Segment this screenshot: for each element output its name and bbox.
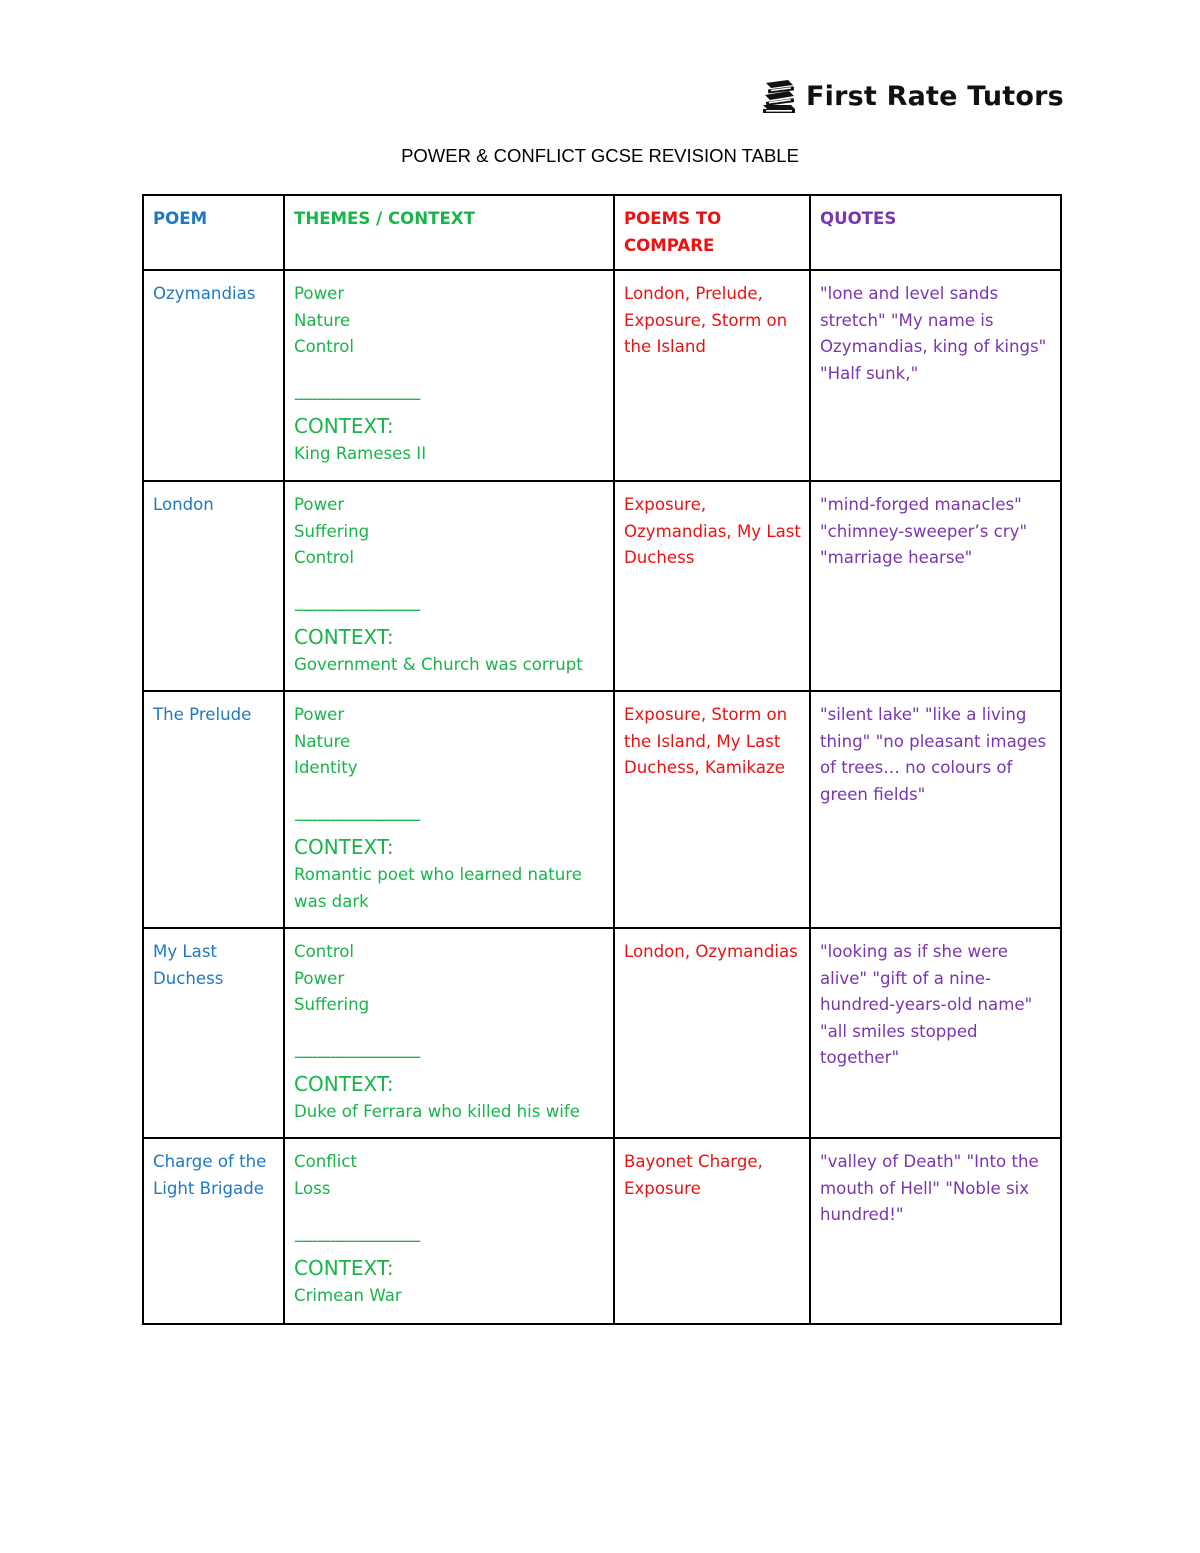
theme-item: Identity [294, 758, 358, 777]
compare-cell: Exposure, Ozymandias, My Last Duchess [614, 481, 810, 691]
quotes-cell: "lone and level sands stretch" "My name is Ozymandias, king of kings" "Half sunk," [810, 270, 1061, 481]
header-quotes: QUOTES [810, 195, 1061, 270]
divider: ---------------------------- [294, 1230, 420, 1250]
context-label: CONTEXT: [294, 625, 394, 649]
theme-item: Conflict [294, 1152, 357, 1171]
table-row [143, 928, 1061, 1138]
header-poem: POEM [143, 195, 284, 270]
divider: ---------------------------- [294, 600, 420, 619]
quotes-cell: "silent lake" "like a living thing" "no pleasant images of trees… no colours of green fields" [810, 691, 1061, 928]
revision-table [142, 194, 1062, 1325]
context-label: CONTEXT: [294, 1255, 394, 1280]
theme-item: Control [294, 337, 354, 356]
poem-cell: The Prelude [143, 691, 284, 928]
compare-cell: Exposure, Storm on the Island, My Last Duchess, Kamikaze [614, 691, 810, 928]
themes-cell [284, 1138, 614, 1324]
poem-cell: Charge of the Light Brigade [143, 1138, 284, 1324]
quotes-cell: "looking as if she were alive" "gift of a nine-hundred-years-old name" "all smiles stopped together" [810, 928, 1061, 1138]
table-row [143, 481, 1061, 691]
theme-item: Power [294, 705, 345, 724]
divider: ---------------------------- [294, 810, 420, 829]
compare-cell: London, Ozymandias [614, 928, 810, 1138]
theme-item: Power [294, 284, 345, 303]
brand-logo [760, 74, 1064, 118]
theme-item: Control [294, 942, 354, 961]
theme-item: Nature [294, 310, 351, 330]
context-text: King Rameses II [294, 444, 427, 463]
poem-cell: My Last Duchess [143, 928, 284, 1138]
quotes-cell: "mind-forged manacles" "chimney-sweeper’s cry" "marriage hearse" [810, 481, 1061, 691]
themes-cell [284, 928, 614, 1138]
compare-cell: Bayonet Charge, Exposure [614, 1138, 810, 1324]
quotes-cell: "valley of Death" "Into the mouth of Hell" "Noble six hundred!" [810, 1138, 1061, 1324]
context-label: CONTEXT: [294, 835, 394, 859]
table-row [143, 270, 1061, 481]
header-compare: POEMS TO COMPARE [614, 195, 810, 270]
context-text: Government & Church was corrupt [294, 655, 583, 674]
divider: ---------------------------- [294, 389, 420, 408]
themes-cell [284, 270, 614, 481]
theme-item: Loss [294, 1178, 331, 1198]
table-row [143, 1138, 1061, 1324]
table-header-row [143, 195, 1061, 270]
context-label: CONTEXT: [294, 414, 394, 438]
theme-item: Control [294, 548, 354, 567]
context-text: Duke of Ferrara who killed his wife [294, 1102, 580, 1121]
themes-cell [284, 691, 614, 928]
poem-cell: Ozymandias [143, 270, 284, 481]
table-row [143, 691, 1061, 928]
theme-item: Power [294, 495, 345, 514]
theme-item: Suffering [294, 521, 370, 541]
themes-cell [284, 481, 614, 691]
context-label: CONTEXT: [294, 1072, 394, 1096]
context-text: Romantic poet who learned nature was dark [294, 865, 582, 911]
document-title: POWER & CONFLICT GCSE REVISION TABLE [401, 145, 799, 166]
divider: ---------------------------- [294, 1047, 420, 1066]
books-stack-icon [760, 78, 798, 114]
theme-item: Nature [294, 731, 351, 751]
compare-cell: London, Prelude, Exposure, Storm on the Island [614, 270, 810, 481]
context-text: Crimean War [294, 1285, 402, 1305]
theme-item: Power [294, 968, 345, 988]
header-themes: THEMES / CONTEXT [284, 195, 614, 270]
poem-cell: London [143, 481, 284, 691]
brand-name: First Rate Tutors [806, 80, 1064, 112]
theme-item: Suffering [294, 995, 370, 1014]
